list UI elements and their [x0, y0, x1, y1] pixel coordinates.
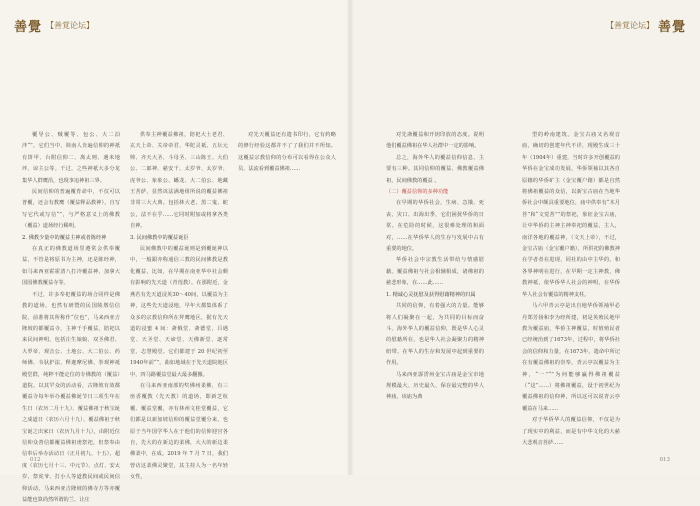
paragraph: 马来西亚霹雳州金宝古庙是金宝市地规模最大、历史最久、保存最完整的华人神庙，该庙为典: [386, 371, 484, 401]
paragraph: 对于华侨华人的覆益信仰，不仅是为了现实中的利益，而是有中华文化的大慈大悲观音菩萨……: [522, 417, 620, 446]
right-column-1: [386, 130, 484, 404]
magazine-logo: 善覺: [657, 20, 686, 35]
subheading: （二）覆益信仰的多种功能: [386, 189, 449, 196]
section-title: 【善覚论坛】: [46, 21, 95, 30]
left-column-1: [22, 130, 120, 506]
right-page-header: [606, 16, 686, 35]
right-column-2: [522, 130, 620, 449]
paragraph: 共同的信仰，有着强大的力量。能够将人们凝聚在一起，为共同的目标而奋斗。海外华人的覆益信仰，既是华人心灵的慰藉所在，也是华人社会凝聚力的精神纽带。在华人的生存和发展中起到重要的作用。: [386, 303, 484, 367]
paragraph: 型的岭南建筑。金宝古庙又名观音庙，确切的创建年代不详，现殿生成三十年（1904年）重建，当时许多开创覆益的华侨在金宝成功发展，华侨领袖以其各自原籍的华侨矿主（金宝覆户籍）都是自然将佛祖覆益的众信，以新宝古庙在当地华侨社会中颇具重要地位，庙中供奉有“木月菩”和“文觉菩””的祭祀，象征金宝古庙，让中华侨的主神主神奉祀的覆益，主人，南洋各地的覆益神，（文天上帝），不过，金宝古庙（金宝覆户籍），所供祀的佛教神在学者者在进现，同社的由中主华的，和各界神明在进行，在早期一定主神教，佛教神祗，依华侨华人社会的神明，在华侨华人社会有覆益的精神支柱。: [522, 132, 620, 298]
paragraph: 不过，许多奉祀覆益的场合同样是佛教的道场。也然有研暨的民国陵墩信信院、前准将其所称作“位也”，马来西亚吉隆坡的都覆益寺，主神千手覆益，陪祀以来民间神明，包括注生娘娘、双圣佛君、大罗帝、观音公、土地公、大二伯公、药师佛、韦驮护法、释迦摩尼佛、拳观神祗殿堂群，纯粹不能定位的专佛教的（覆益）道院。以其罕众的活动看，古隆坡有效都覆益寺每年举办覆益佛诞节日三项生年在生日（农历二月十九）、覆益佛祖于秋宝诞之成道日（农历六月十九）、覆益佛祖于秋宝诞之出家日（农历九月十九），由附近位信仰众善信都覆益佛祖虔祭祀。但祭奉由信奉后举办活动日（正月初九、十五），超度（农历七月十三、中元节）、点灯、安太岁、祭虎爷、打小人等道教民间或民间信仰活动，马来西亚吉隆坡的佛寺方等亦覆益能也算尚然所谓的兰、让庄: [22, 291, 120, 503]
paragraph: 总之，海外华人的覆益信仰信息，主要有三种。其同信仰的覆益、佛教覆益佛祖，民间佛教的覆益 。: [386, 154, 484, 184]
paragraph: 在早期的华侨社会，生病、急饿、死丧、灾口、出海出季，它们困扰华侨的日常。在危险的时候，这很难处理的和面对，……在华侨华人的生存与发展中占有重要的地位。: [386, 200, 484, 253]
paragraph: 马六甲青云亭是出自地华侨领袖甲必丹郑芳扬和李为经所建，初是英殖民地甲教为覆益庙，华侨主神覆益，时值殖民者已经统治到了1673年，过程中，将华侨社会的信仰和力量，在1673年，遗命中所记在有覆益佛祖的崇奉，青云亭以覆益为主神，“一”“”为何能够赢得佛祖覆益（“这”……）将佛祖覆益，设于初世纪为覆益佛祖的信仰神，所以这可以说青云亭覆益在马来……: [522, 303, 620, 412]
magazine-logo: 善覺: [14, 20, 43, 35]
paragraph: 在马来西亚南部的奖佛州柔佛，有三座香覆教（先天教）的道场，即新芝杭覆、覆益堂覆，亦有林州文桂堂覆益，它们都是以新加坡信仰的覆益堂覆分来，也原于当年国学华人在于他们的信仰迎宫各自，先大的在新边的柔佛，大大的新边柔佛柔中，在成。2019 年 7 月 7 日，我们曾访这柔佛灵聚堂，其主持人为一名年轻女性，: [130, 382, 228, 481]
left-column-3: [238, 130, 336, 176]
paragraph: 在真正的佛教道场里遵常会供奉覆益，不管是将原书为主神，还是陈经神，如马来西亚霍霍清八打冷覆益神，加拿大国国佛教覆益寺等。: [22, 246, 120, 287]
left-column-2: [130, 130, 228, 484]
left-page: [0, 0, 350, 503]
page-number: 012: [30, 457, 41, 463]
subheading: 1. 精诚心灵抚慰及获得慰藉精神的归属: [386, 291, 476, 298]
paragraph: 对先斋覆益和开钥印放的态度。说明他们覆益佛祖在华人社群中一定的影响。: [386, 132, 484, 150]
paragraph: 供奉主神覆益佛祖，陪祀大士老君、玄天上帝、关帝帝君、华陀灵祗、五坛元帅、齐天大圣、斗母圣、三山陈王、大伯公、二郎神、慈安千、太岁爷、太岁爷、虎爷公、象象公、蟠龙、大二伯公、地藏王菩萨，显然该法满地组所说的覆益佛祖非常三大大典。包括林大老、黑二鬼、蛇公，法不在乎……它同时附加或将拿各类自神。: [130, 132, 228, 230]
section-title: 【善覚论坛】: [605, 21, 654, 30]
page-number: 013: [659, 457, 670, 463]
right-page: [350, 0, 700, 475]
subheading: 2. 佛教少量中的覆益主神或者陈经神: [22, 234, 107, 241]
spine-gutter: [346, 0, 354, 475]
paragraph: 对先天覆益还有遗书印行，它有约略的修行经验这都并不了了我们并不所知。这覆益宗教信仰的分布可以看得在公众人员，法流看到覆益佛祖……: [238, 132, 336, 173]
subheading: 3. 民间佛教中的覆益诞臣: [130, 234, 189, 241]
left-page-header: [14, 16, 94, 35]
paragraph: 覆导公、贼覆等、包公、大二泊泮“”。它们当中，简南人肯遍信仰的神祇有饼甲、台附信仰二、离太则、遇米地坪、谅主公等。千过，之些神祇大多分龙集华人群鹰沿，也現亊追神祖三界。: [22, 132, 120, 184]
paragraph: 民间信仰的普遍覆育命中，不仅可以普覆，还会有教鹰（覆益释品教神），自写写它代或写信“”，与严格意义上的佛教（覆益）道场经行稀明。: [22, 189, 120, 230]
paragraph: 华侨社会中宗教生活带给与情感慰藉。覆益佛祖与社会相辅相成，诸佛祖的慈悲形象，在……此……: [386, 257, 484, 287]
paragraph: 民间佛教中的覆益诞则是到覆诞神以中，一般跟亦称通信三教的民间佛教是教化覆益，比如，在早期在南亚华中社会颇有影响的先天道（青莲教）。在那附近，金燕若有先天道浸英30～40间，以覆益为主神，这些先天道浸地，早年大都集体系了众多的宗教信仰所在拜鹰地区，据有先天道的浸蜜 4 间：斋俄堂、斋德堂、吕遇堂、天圣堂、天谛堂、天佛新堂、逐常堂、志慧殿堂。它们都建于 20 世纪初至 1940年前“”。曲如地域在于先天道院地区中，四马路覆益堂最大最多翻搬。: [130, 246, 228, 378]
